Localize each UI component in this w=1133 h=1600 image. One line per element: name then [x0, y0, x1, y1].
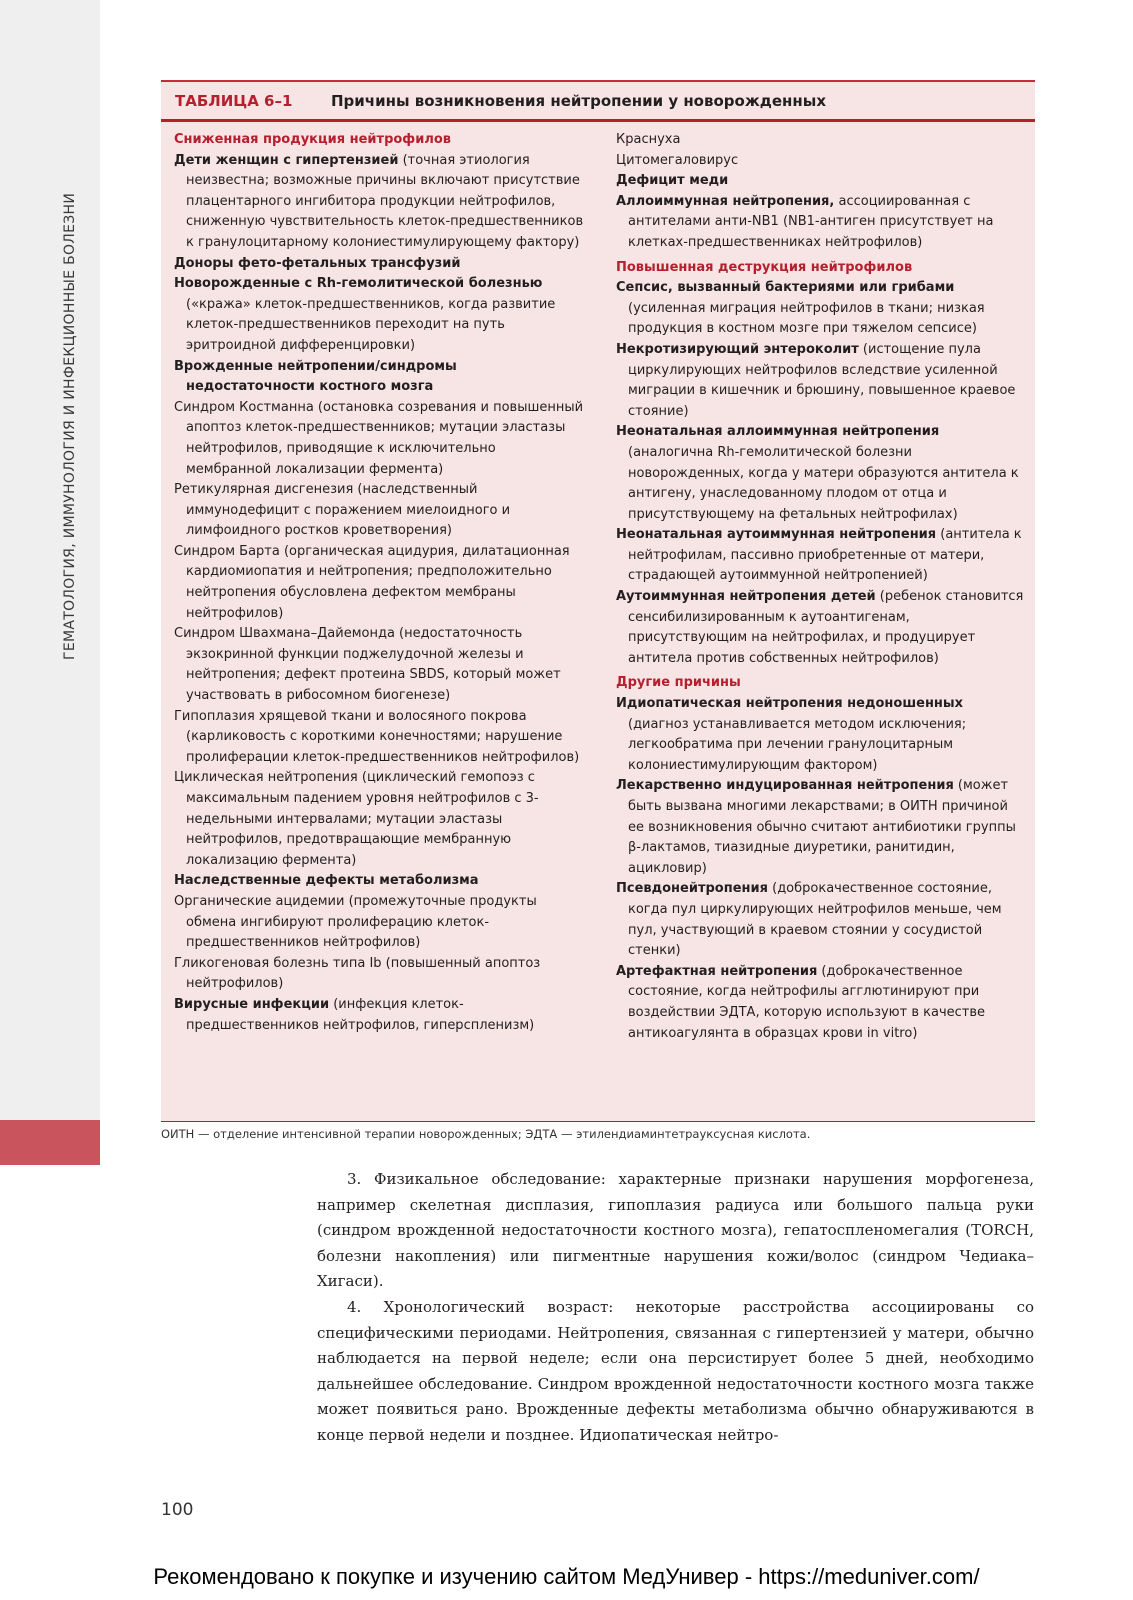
table-entry-term: Неонатальная аллоиммунная нейтропения	[616, 424, 940, 440]
table-entry	[174, 542, 584, 624]
table-entry-text: Краснуха	[616, 132, 681, 147]
table-entry-term: Вирусные инфекции	[174, 996, 330, 1012]
table-entry	[174, 995, 584, 1036]
table-entry-text: Ретикулярная дисгенезия (наследственный иммунодефицит с поражением миелоидного и лимфоидного ростков кроветворения)	[174, 482, 511, 539]
table-section-heading: Сниженная продукция нейтрофилов	[174, 132, 451, 147]
table-entry-text: (аналогична Rh-гемолитической болезни новорожденных, когда у матери образуются антитела к антигену, унаследованному плодом от отца и присутствующему на фетальных нейтрофилах)	[628, 444, 1019, 522]
table-entry-term: Аутоиммунная нейтропения детей	[616, 589, 876, 605]
table-entry-text: (доброкачественное состояние, когда пул циркулирующих нейтрофилов меньше, чем пул, участвующий в краевом стоянии у сосудистой стенки)	[628, 881, 1002, 959]
table-entry	[616, 694, 1026, 776]
table-left-column	[174, 130, 584, 1036]
table-header	[161, 82, 1035, 119]
table-entry-text: ассоциированная с антителами анти-NB1 (NB1-антиген присутствует на клетках-предшественниках нейтрофилов)	[628, 193, 994, 250]
table-entry-term: Артефактная нейтропения	[616, 963, 818, 979]
table-entry	[616, 776, 1026, 879]
table-entry	[616, 151, 1026, 172]
table-entry-text: (точная этиология неизвестна; возможные причины включают присутствие плацентарного ингибитора продукции нейтрофилов, сниженную чувствительность клеток-предшественников к гранулоцитарному колониестимулирующему фактору)	[186, 152, 584, 250]
table-entry-term: Новорожденные с Rh-гемолитической болезнью	[174, 276, 543, 292]
table-entry-term: Аллоиммунная нейтропения,	[616, 193, 835, 209]
table-entry-text: (антитела к нейтрофилам, пассивно приобретенные от матери, страдающей аутоиммунной нейтропенией)	[628, 527, 1022, 584]
table-entry	[616, 525, 1026, 587]
table-entry-term: Врожденные нейтропении/синдромы недостаточности костного мозга	[174, 358, 457, 395]
table-entry	[616, 879, 1026, 961]
table-entry	[174, 707, 584, 769]
table-entry-text: Гликогеновая болезнь типа Ib (повышенный апоптоз нейтрофилов)	[174, 955, 541, 992]
table-entry-text: Гипоплазия хрящевой ткани и волосяного покрова (карликовость с короткими конечностями; нарушение пролиферации клеток-предшественников нейтрофилов)	[174, 708, 580, 765]
table-title: Причины возникновения нейтропении у новорожденных	[331, 92, 827, 110]
table-entry	[174, 871, 584, 892]
table-entry	[616, 962, 1026, 1044]
page-number: 100	[161, 1500, 194, 1520]
chapter-side-label: ГЕМАТОЛОГИЯ, ИММУНОЛОГИЯ И ИНФЕКЦИОННЫЕ БОЛЕЗНИ	[62, 192, 78, 660]
table-entry-text: Синдром Костманна (остановка созревания и повышенный апоптоз клеток-предшественников; мутации эластазы нейтрофилов, приводящие к исключительно мембранной локализации фермента)	[174, 399, 584, 477]
table-entry-term: Наследственные дефекты метаболизма	[174, 873, 479, 889]
table-entry	[174, 624, 584, 706]
table-entry	[616, 587, 1026, 669]
table-entry-term: Дефицит меди	[616, 173, 729, 189]
table-entry-text: Синдром Швахмана–Дайемонда (недостаточность экзокринной функции поджелудочной железы и нейтропения; дефект протеина SBDS, который может участвовать в рибосомном биогенезе)	[174, 626, 561, 704]
table-entry	[616, 340, 1026, 422]
table-entry	[616, 278, 1026, 340]
table-label: ТАБЛИЦА 6–1	[175, 92, 293, 110]
table-entry-term: Сепсис, вызванный бактериями или грибами	[616, 280, 955, 296]
table-entry	[174, 151, 584, 254]
table-section-heading: Другие причины	[616, 675, 741, 691]
table-section-heading: Повышенная деструкция нейтрофилов	[616, 259, 913, 275]
table-entry-term: Лекарственно индуцированная нейтропения	[616, 778, 954, 794]
table-entry-text: (ребенок становится сенсибилизированным к аутоантигенам, присутствующим на нейтрофилах, и продуцирует антитела против собственных нейтрофилов)	[628, 589, 1024, 666]
table-entry	[174, 398, 584, 480]
table-entry-text: (доброкачественное состояние, когда нейтрофилы агглютинируют при воздействии ЭДТА, которую используют в качестве антикоагулянта в образцах крови in vitro)	[628, 963, 986, 1041]
table-entry-text: (инфекция клеток-предшественников нейтрофилов, гиперспленизм)	[186, 996, 535, 1033]
bottom-banner: Рекомендовано к покупке и изучению сайтом МедУнивер - https://meduniver.com/	[153, 1564, 980, 1589]
table-entry-term: Псевдонейтропения	[616, 881, 768, 897]
table-entry-text: (усиленная миграция нейтрофилов в ткани; низкая продукция в костном мозге при тяжелом сепсисе)	[628, 300, 985, 337]
table-entry	[174, 954, 584, 995]
table-entry-term: Дети женщин с гипертензией	[174, 152, 399, 168]
table-entry-text: Циклическая нейтропения (циклический гемопоэз с максимальным падением уровня нейтрофилов с 3-недельными интервалами; мутации эластазы нейтрофилов, предотвращающие мембранную локализацию фермента)	[174, 770, 539, 868]
body-text	[317, 1167, 1034, 1449]
table-entry-text: (может быть вызвана многими лекарствами; в ОИТН причиной ее возникновения обычно считают антибиотики группы β-лактамов, тиазидные диуретики, ранитидин, ацикловир)	[628, 778, 1016, 876]
table-entry	[616, 130, 1026, 151]
table-entry-term: Некротизирующий энтероколит	[616, 341, 859, 357]
table-entry	[174, 768, 584, 871]
table-entry	[174, 254, 584, 275]
table-entry	[616, 192, 1026, 254]
table-entry	[616, 171, 1026, 192]
table-entry	[174, 480, 584, 542]
side-band-accent	[0, 1120, 100, 1165]
table-entry-term: Доноры фето-фетальных трансфузий	[174, 255, 461, 271]
table-entry-text: Органические ацидемии (промежуточные продукты обмена ингибируют пролиферацию клеток-предшественников нейтрофилов)	[174, 893, 537, 951]
table-entry-text: (диагноз устанавливается методом исключения; легкообратима при лечении гранулоцитарным колониестимулирующим фактором)	[628, 716, 967, 773]
paragraph: 4. Хронологический возраст: некоторые расстройства ассоциированы со специфическими периодами. Нейтропения, связанная с гипертензией у матери, обычно наблюдается на первой неделе; если она персистирует более 5 дней, необходимо дальнейшее обследование. Синдром врожденной недостаточности костного мозга также может появиться рано. Врожденные дефекты метаболизма обычно обнаруживаются в конце первой недели и позднее. Идиопатическая нейтро-	[317, 1297, 1034, 1444]
table-entry-term: Идиопатическая нейтропения недоношенных	[616, 696, 964, 712]
table-entry-text: («кража» клеток-предшественников, когда развитие клеток-предшественников переходит на путь эритроидной дифференцировки)	[186, 296, 556, 353]
table-entry	[616, 422, 1026, 525]
table-entry-text: Синдром Барта (органическая ацидурия, дилатационная кардиомиопатия и нейтропения; предположительно нейтропения обусловлена дефектом мембраны нейтрофилов)	[174, 543, 570, 621]
table-header-rule	[161, 119, 1035, 122]
table-bottom-rule	[161, 1121, 1035, 1122]
side-band	[0, 0, 100, 1140]
table-footnote: ОИТН — отделение интенсивной терапии новорожденных; ЭДТА — этилендиаминтетрауксусная кислота.	[161, 1127, 811, 1141]
table-entry	[174, 892, 584, 954]
table-right-column	[616, 130, 1026, 1044]
table-entry-term: Неонатальная аутоиммунная нейтропения	[616, 527, 937, 543]
table-entry-text: Цитомегаловирус	[616, 152, 739, 168]
table-entry	[174, 357, 584, 398]
table-entry-text: (истощение пула циркулирующих нейтрофилов вследствие усиленной миграции в кишечник и брюшину, повышенное краевое стояние)	[628, 341, 1016, 419]
table-entry	[174, 274, 584, 356]
paragraph: 3. Физикальное обследование: характерные признаки нарушения морфогенеза, например скелетная дисплазия, гипоплазия радиуса или большого пальца руки (синдром врожденной недостаточности костного мозга), гепатоспленомегалия (TORCH, болезни накопления) или пигментные нарушения кожи/волос (синдром Чедиака–Хигаси).	[317, 1170, 1034, 1291]
